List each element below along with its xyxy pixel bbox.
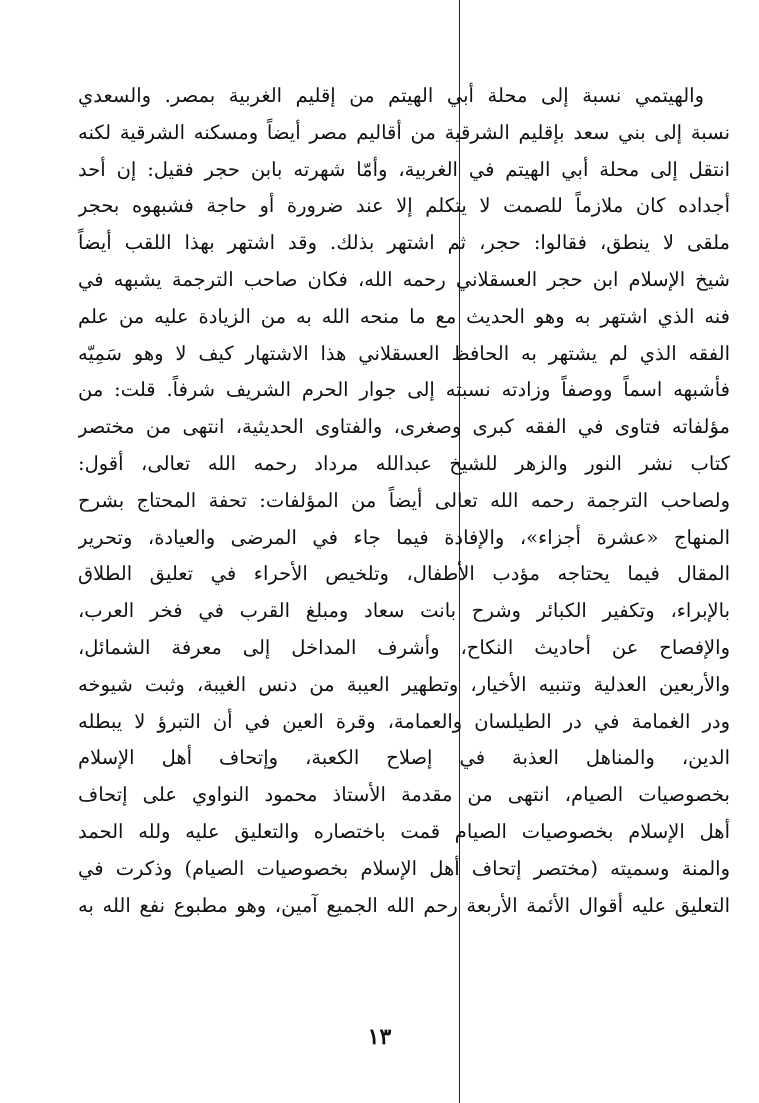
text-line: فأشبهه اسماً ووصفاً وزادته نسبته إلى جوار الحرم الشريف شرفاً. قلت: من <box>78 378 730 402</box>
text-line: والإفصاح عن أحاديث النكاح، وأشرف المداخل إلى معرفة الشمائل، <box>78 635 730 659</box>
page-number: ١٣ <box>367 1024 392 1050</box>
text-line: ودر الغمامة في در الطيلسان والعمامة، وقرة العين في أن التبرؤ لا يبطله <box>78 709 730 733</box>
text-line: بالإبراء، وتكفير الكبائر وشرح بانت سعاد ومبلغ القرب في فخر العرب، <box>78 599 730 623</box>
text-line: المنهاج «عشرة أجزاء»، والإفادة فيما جاء في المرضى والعيادة، وتحرير <box>78 525 730 549</box>
text-line: بخصوصيات الصيام، انتهى من مقدمة الأستاذ محمود النواوي على إتحاف <box>78 783 730 807</box>
text-line: شيخ الإسلام ابن حجر العسقلاني رحمه الله، فكان صاحب الترجمة يشبهه في <box>78 267 730 291</box>
text-line: الفقه الذي لم يشتهر به الحافظ العسقلاني هذا الاشتهار كيف لا وهو سَمِيّه <box>78 341 730 365</box>
text-line: أهل الإسلام بخصوصيات الصيام قمت باختصاره والتعليق عليه ولله الحمد <box>78 819 730 843</box>
text-line: والمنة وسميته (مختصر إتحاف أهل الإسلام بخصوصيات الصيام) وذكرت في <box>78 856 730 880</box>
text-line: كتاب نشر النور والزهر للشيخ عبدالله مرداد رحمه الله تعالى، أقول: <box>78 451 730 475</box>
text-line: ملقى لا ينطق، فقالوا: حجر، ثم اشتهر بذلك. وقد اشتهر بهذا اللقب أيضاً <box>78 231 730 255</box>
text-line: أجداده كان ملازماً للصمت لا يتكلم إلا عند ضرورة أو حاجة فشبهوه بحجر <box>78 194 730 218</box>
text-line: انتقل إلى محلة أبي الهيتم في الغربية، وأمّا شهرته بابن حجر فقيل: إن أحد <box>78 157 730 181</box>
text-line: نسبة إلى بني سعد بإقليم الشرقية من أقاليم مصر أيضاً ومسكنه الشرقية لكنه <box>78 120 730 144</box>
body-text <box>78 78 730 924</box>
text-line: الدين، والمناهل العذبة في إصلاح الكعبة، وإتحاف أهل الإسلام <box>78 746 730 770</box>
text-line: فنه الذي اشتهر به وهو الحديث مع ما منحه الله به من الزيادة عليه من علم <box>78 304 730 328</box>
text-line: التعليق عليه أقوال الأئمة الأربعة رحم الله الجميع آمين، وهو مطبوع نفع الله به <box>78 893 730 917</box>
text-line: مؤلفاته فتاوى في الفقه كبرى وصغرى، والفتاوى الحديثية، انتهى من مختصر <box>78 415 730 439</box>
text-line: ولصاحب الترجمة رحمه الله تعالى أيضاً من المؤلفات: تحفة المحتاج بشرح <box>78 488 730 512</box>
text-line: والهيتمي نسبة إلى محلة أبي الهيتم من إقليم الغربية بمصر. والسعدي <box>78 84 704 107</box>
text-line: والأربعين العدلية وتنبيه الأخيار، وتطهير العيبة من دنس الغيبة، وثبت شيوخه <box>78 672 730 696</box>
text-line: المقال فيما يحتاجه مؤدب الأطفال، وتلخيص الأحراء في تعليق الطلاق <box>78 562 730 586</box>
